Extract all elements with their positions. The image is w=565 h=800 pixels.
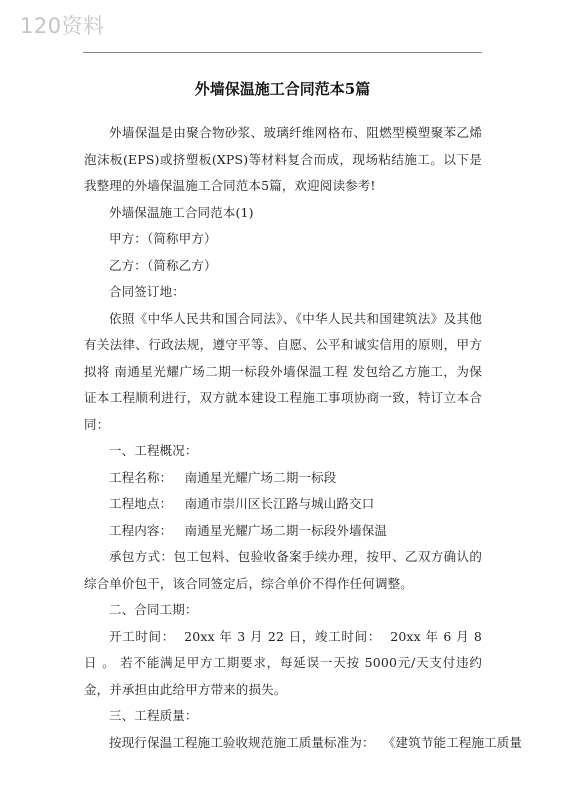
preamble-paragraph: 依照《中华人民共和国合同法》、《中华人民共和国建筑法》及其他有关法律、行政法规，遵守平等、自愿、公平和诚实信用的原则，甲方拟将 南通星光耀广场二期一标段外墙保温工程 发包给乙方施工，为保证本工程顺利进行，双方就本建设工程施工事项协商一致，特订立本合同： xyxy=(84,310,482,432)
party-b-line: 乙方：（简称乙方） xyxy=(109,257,217,273)
document-title: 外墙保温施工合同范本5篇 xyxy=(194,80,371,98)
intro-paragraph: 外墙保温是由聚合物砂浆、玻璃纤维网格布、阻燃型模塑聚苯乙烯泡沫板(EPS)或挤塑板(XPS)等材料复合而成，现场粘结施工。以下是我整理的外墙保温施工合同范本5篇，欢迎阅读参考! xyxy=(84,125,482,193)
project-name-line: 工程名称： 南通星光耀广场二期一标段 xyxy=(109,469,337,485)
contract-method-paragraph: 承包方式：包工包料、包验收备案手续办理，按甲、乙双方确认的综合单价包干，该合同签定后，综合单价不得作任何调整。 xyxy=(84,549,482,591)
document-body xyxy=(84,120,523,756)
quality-paragraph: 按现行保温工程施工验收规范施工质量标准为： 《建筑节能工程施工质量 xyxy=(109,734,523,750)
header-divider xyxy=(83,52,482,53)
signing-place-line: 合同签订地： xyxy=(109,284,185,299)
project-content-line: 工程内容： 南通星光耀广场二期一标段外墙保温 xyxy=(109,522,388,538)
heading-quality: 三、工程质量： xyxy=(109,708,198,723)
heading-schedule: 二、合同工期： xyxy=(109,602,198,617)
site-logo: 120资料 xyxy=(20,14,105,38)
party-a-line: 甲方：（简称甲方） xyxy=(109,231,217,246)
project-location-line: 工程地点： 南通市崇川区长江路与城山路交口 xyxy=(109,496,375,511)
schedule-paragraph: 开工时间： 20xx 年 3 月 22 日，竣工时间： 20xx 年 6 月 8 日 。 若不能满足甲方工期要求，每延误一天按 5000元/天支付违约金，并承担由此给甲方带来的损失。 xyxy=(84,628,487,697)
heading-project-overview: 一、工程概况： xyxy=(109,443,198,458)
section-title: 外墙保温施工合同范本(1) xyxy=(109,204,254,220)
